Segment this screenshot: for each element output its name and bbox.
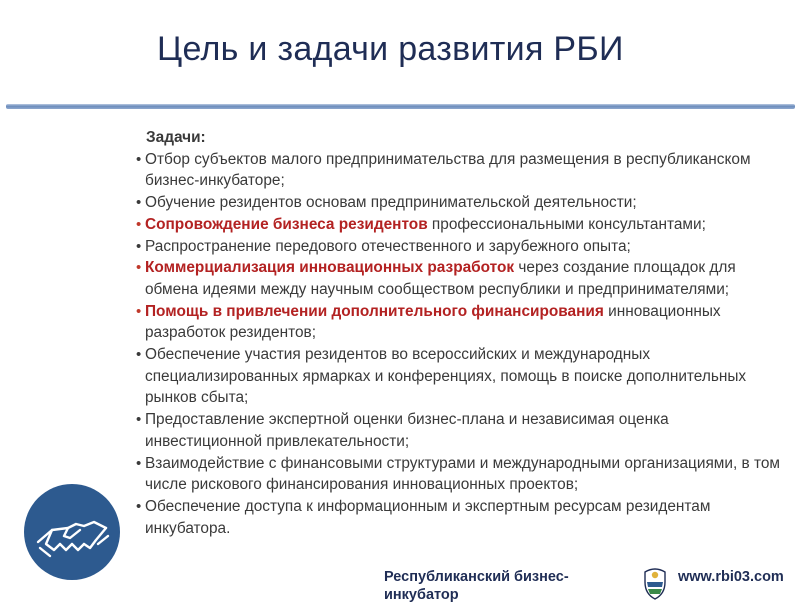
task-text: Распространение передового отечественного и зарубежного опыта;: [145, 237, 631, 255]
task-item-2: [133, 192, 783, 214]
footer-organization: Республиканский бизнес-инкубатор: [384, 569, 569, 603]
page-title: Цель и задачи развития РБИ: [157, 30, 624, 68]
task-highlight: Коммерциализация инновационных разработок: [145, 259, 515, 277]
bullet: •: [136, 497, 142, 515]
bullet: •: [136, 194, 142, 212]
bullet: •: [136, 346, 142, 364]
task-highlight: Помощь в привлечении дополнительного финансирования: [145, 302, 604, 320]
tasks-heading: Задачи:: [146, 129, 206, 146]
task-text: Взаимодействие с финансовыми структурами и международными организациями, в том числе рискового финансирования инновационных проектов;: [145, 454, 780, 494]
task-text: Предоставление экспертной оценки бизнес-плана и независимая оценка инвестиционной привлекательности;: [145, 411, 669, 450]
task-text: через создание площадок для обмена идеями между научным сообществом республики и предпринимателями;: [145, 259, 736, 298]
bullet: •: [136, 150, 142, 168]
bullet: •: [136, 237, 142, 255]
title-divider: [6, 104, 795, 109]
handshake-icon: [24, 484, 120, 580]
tasks-section: [133, 127, 783, 539]
task-item-3: [133, 214, 783, 236]
task-text: инновационных разработок резидентов;: [145, 302, 721, 342]
task-item-10: [133, 496, 783, 539]
bullet: •: [136, 302, 142, 320]
task-text: Обеспечение доступа к информационным и экспертным ресурсам резидентам инкубатора.: [145, 497, 711, 537]
task-item-5: [133, 257, 783, 300]
task-item-1: [133, 149, 783, 192]
task-item-4: [133, 236, 783, 258]
task-list: [133, 149, 783, 540]
bullet: •: [136, 215, 142, 233]
task-text: Обучение резидентов основам предпринимательской деятельности;: [145, 194, 637, 212]
task-item-9: [133, 453, 783, 496]
bullet: •: [136, 259, 142, 277]
emblem-icon: [642, 566, 668, 600]
footer-website-link[interactable]: www.rbi03.com: [678, 569, 784, 585]
task-text: профессиональными консультантами;: [427, 215, 706, 233]
bullet: •: [136, 411, 142, 429]
task-item-7: [133, 344, 783, 409]
task-text: Обеспечение участия резидентов во всероссийских и международных специализированных ярмарках и конференциях, помощь в поиске дополнительных рынков сбыта;: [145, 346, 747, 407]
task-item-6: [133, 301, 783, 344]
task-item-8: [133, 409, 783, 452]
bullet: •: [136, 454, 142, 472]
task-text: Отбор субъектов малого предпринимательства для размещения в республиканском бизнес-инкубаторе;: [145, 150, 751, 190]
task-highlight: Сопровождение бизнеса резидентов: [145, 215, 428, 233]
